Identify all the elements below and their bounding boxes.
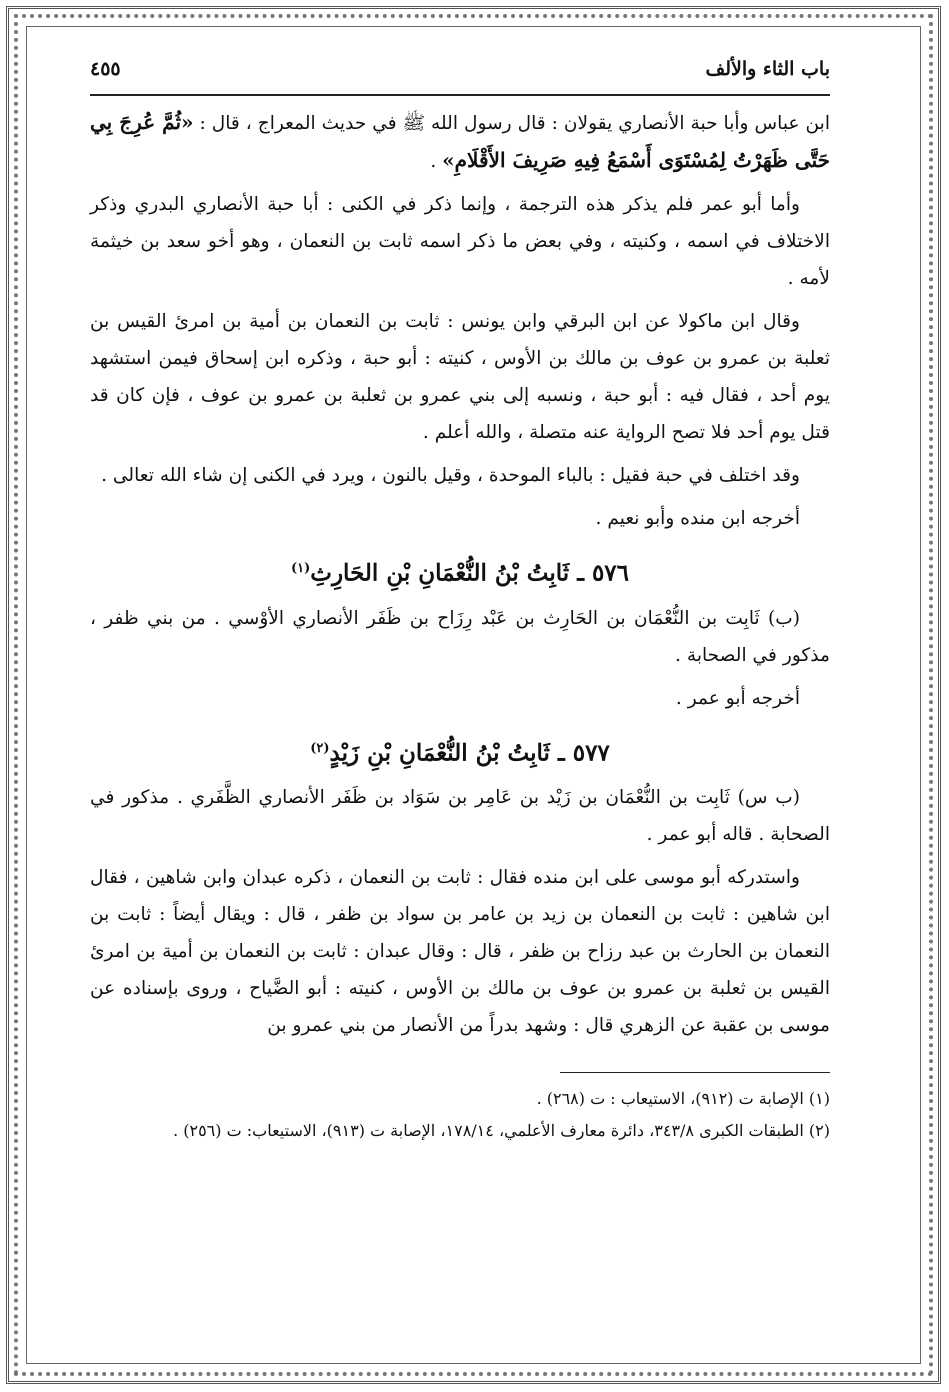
paragraph: أخرجه أبو عمر . — [675, 687, 800, 709]
hadith-quote: «ثُمَّ عُرِجَ بِي حَتَّى ظَهَرْتُ لِمُسْتَوَى أَسْمَعُ فِيهِ صَرِيفَ الأَقْلَامِ» — [90, 110, 830, 172]
footnote-ref: (١) — [291, 561, 311, 576]
text-run: . — [430, 151, 443, 172]
entry-title: ٥٧٧ ـ ثَابِتُ بْنُ النُّعْمَانِ بْنِ زَيْدٍ — [329, 739, 610, 767]
paragraph: (ب) ثَابِت بن النُّعْمَان بن الحَارِث بن عَبْد رِزَاح بن ظَفَر الأنصاري الأوْسي . من بني ظفر ، مذكور في الصحابة . — [90, 607, 830, 666]
entry-title: ٥٧٦ ـ ثَابِتُ بْنُ النُّعْمَانِ بْنِ الحَارِثِ — [310, 559, 629, 587]
entry-heading-576 — [90, 549, 830, 594]
chapter-title: باب الثاء والألف — [705, 58, 830, 80]
paragraph: (ب س) ثَابِت بن النُّعْمَان بن زَيْد بن عَامِر بن سَوَاد بن ظَفَر الأنصاري الظَّفَري . مذكور في الصحابة . قاله أبو عمر . — [90, 787, 830, 846]
footnote-ref: (٢) — [310, 740, 330, 756]
paragraph: وقد اختلف في حبة فقيل : بالباء الموحدة ، وقيل بالنون ، ويرد في الكنى إن شاء الله تعالى . — [101, 465, 800, 486]
paragraph — [90, 104, 830, 180]
paragraph: واستدركه أبو موسى على ابن منده فقال : ثابت بن النعمان ، ذكره عبدان وابن شاهين ، فقال ابن شاهين : ثابت بن النعمان بن زيد بن عامر بن سواد بن ظفر ، قال : ويقال أيضاً : ثابت بن النعمان بن الحارث بن عبد رزاح بن ظفر ، قال : وقال عبدان : ثابت بن النعمان بن أمية بن امرئ القيس بن ثعلبة بن عمرو بن عوف بن مالك بن الأوس ، كنيته : أبو الضَّياح ، وروى بإسناده عن موسى بن عقبة عن الزهري قال : وشهد بدراً من الأنصار من بني عمرو بن — [90, 867, 830, 1037]
footnote-divider — [560, 1072, 830, 1073]
paragraph: وأما أبو عمر فلم يذكر هذه الترجمة ، وإنما ذكر في الكنى : أبا حبة الأنصاري البدري وذكر الاختلاف في اسمه ، وكنيته ، وفي بعض ما ذكر اسمه ثابت بن النعمان ، وهو أخو سعد بن خيثمة لأمه . — [90, 194, 830, 289]
footnote: (٢) الطبقات الكبرى ٣٤٣/٨، دائرة معارف الأعلمي، ١٧٨/١٤، الإصابة ت (٩١٣)، الاستيعاب: ت (٢٥٦) . — [173, 1121, 830, 1141]
paragraph: وقال ابن ماكولا عن ابن البرقي وابن يونس : ثابت بن النعمان بن أمية بن امرئ القيس بن ثعلبة بن عمرو بن عوف بن مالك بن الأوس ، كنيته : أبو حبة ، وذكره ابن إسحاق فيمن استشهد يوم أحد ، فقال فيه : أبو حبة ، ونسبه إلى بني عمرو بن ثعلبة بن عمرو بن عوف ، فإن كان قد قتل يوم أحد فلا تصح الرواية عنه متصلة ، والله أعلم . — [90, 311, 830, 443]
main-text — [90, 104, 830, 1044]
entry-heading-577 — [90, 729, 830, 774]
text-run: ابن عباس وأبا حبة الأنصاري يقولان : قال رسول الله ﷺ في حديث المعراج ، قال : — [193, 113, 830, 134]
page-number: ٤٥٥ — [90, 58, 121, 80]
paragraph: أخرجه ابن منده وأبو نعيم . — [595, 508, 800, 529]
footnotes — [90, 1083, 830, 1147]
page-header — [90, 58, 830, 96]
page-content — [90, 58, 830, 1147]
footnote: (١) الإصابة ت (٩١٢)، الاستيعاب : ت (٢٦٨) . — [536, 1089, 830, 1109]
